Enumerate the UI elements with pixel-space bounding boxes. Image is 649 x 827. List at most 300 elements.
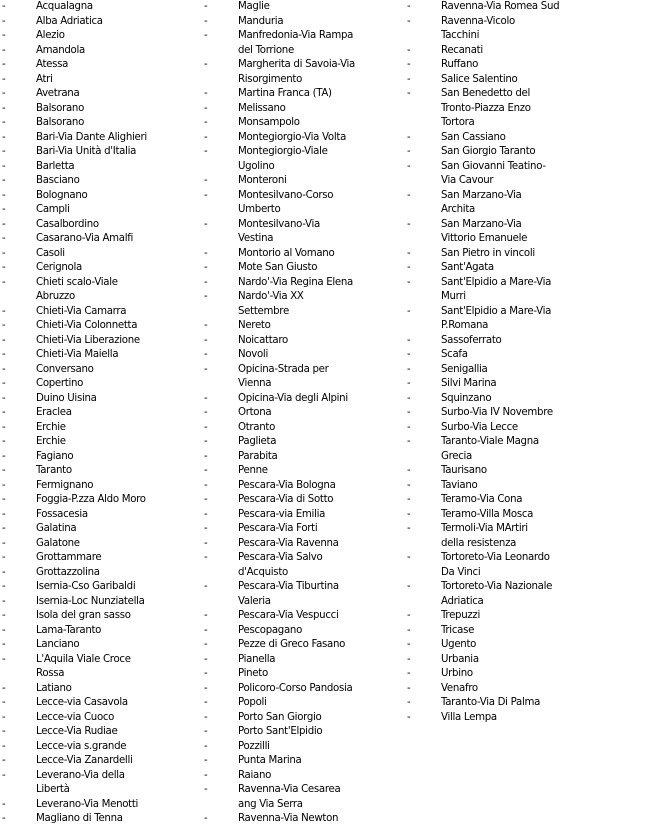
- list-item-text: Lama-Taranto: [36, 624, 102, 636]
- list-bullet: -: [2, 392, 6, 404]
- list-item: [204, 102, 399, 117]
- list-item-text: Ruffano: [441, 59, 479, 70]
- list-bullet: -: [2, 30, 6, 41]
- list-item-text: Isernia-Loc Nunziatella: [36, 595, 145, 607]
- list-bullet: -: [407, 494, 411, 505]
- list-item: [204, 508, 399, 523]
- list-item-text: Bolognano: [36, 189, 88, 201]
- list-bullet: -: [407, 73, 411, 85]
- list-item-text: del Torrione: [238, 44, 294, 56]
- list-item-text: Manduria: [238, 15, 284, 27]
- list-item-text: Settembre: [238, 305, 289, 317]
- list-bullet: -: [2, 523, 6, 534]
- list-bullet: -: [204, 682, 208, 694]
- list-item-text: Monsampolo: [238, 117, 300, 128]
- list-bullet: -: [2, 450, 6, 462]
- list-item-text: Squinzano: [441, 392, 492, 404]
- list-item-text: Chieti-Via Maiella: [36, 349, 119, 360]
- list-item-text: Via Cavour: [441, 175, 494, 186]
- list-item: [407, 305, 647, 334]
- list-item-text: Opicina-Via degli Alpini: [238, 392, 348, 404]
- list-item-text: Pescara-Via Tiburtina: [238, 581, 339, 592]
- list-bullet: -: [2, 378, 6, 389]
- list-item: [2, 421, 197, 436]
- list-bullet: -: [2, 320, 6, 331]
- list-item: [2, 479, 197, 494]
- list-bullet: -: [204, 537, 208, 549]
- list-item-text: ang Via Serra: [238, 798, 303, 810]
- list-bullet: -: [2, 1, 6, 12]
- list-bullet: -: [204, 407, 208, 418]
- list-bullet: -: [2, 755, 6, 766]
- list-item: [407, 508, 647, 523]
- list-bullet: -: [204, 262, 208, 273]
- list-item-text: Manfredonia-Via Rampa: [238, 30, 354, 41]
- list-bullet: -: [204, 450, 208, 462]
- list-item-text: Ugento: [441, 639, 477, 650]
- list-bullet: -: [204, 88, 208, 99]
- list-item: [204, 696, 399, 711]
- list-item: [407, 189, 647, 218]
- list-bullet: -: [2, 73, 6, 85]
- list-item: [2, 261, 197, 276]
- list-bullet: -: [2, 102, 6, 114]
- list-item-text: Abruzzo: [36, 291, 75, 302]
- list-bullet: -: [204, 349, 208, 360]
- list-item-text: Villa Lempa: [441, 711, 497, 723]
- list-item-text: Conversano: [36, 363, 94, 375]
- list-bullet: -: [204, 610, 208, 621]
- list-bullet: -: [2, 682, 6, 694]
- list-item-text: Isernia-Cso Garibaldi: [36, 581, 136, 592]
- list-item-text: Sant'Agata: [441, 262, 494, 273]
- list-item-text: Adriatica: [441, 595, 484, 607]
- list-item: [407, 638, 647, 653]
- list-item: [2, 131, 197, 146]
- list-bullet: -: [407, 581, 411, 592]
- list-item: [2, 73, 197, 88]
- list-item-text: Grecia: [441, 450, 473, 462]
- list-bullet: -: [204, 334, 208, 346]
- list-item-text: Taviano: [441, 479, 478, 491]
- list-bullet: -: [407, 276, 411, 288]
- list-bullet: -: [204, 697, 208, 708]
- list-item-text: Ugolino: [238, 160, 275, 172]
- list-item-text: Pescara-Via Forti: [238, 523, 318, 534]
- list-item: [2, 522, 197, 537]
- list-item-text: San Giovanni Teatino-: [441, 160, 546, 172]
- list-bullet: -: [204, 624, 208, 636]
- list-item: [2, 769, 197, 798]
- list-item: [204, 145, 399, 174]
- list-item-text: Montegiorgio-Via Volta: [238, 131, 347, 143]
- list-bullet: -: [407, 697, 411, 708]
- list-item: [407, 0, 647, 15]
- list-item: [2, 29, 197, 44]
- list-item-text: Porto San Giorgio: [238, 711, 322, 723]
- list-item-text: Tortoreto-Via Leonardo: [441, 552, 550, 563]
- list-bullet: -: [204, 769, 208, 781]
- list-item: [204, 406, 399, 421]
- list-bullet: -: [407, 334, 411, 346]
- list-bullet: -: [2, 204, 6, 215]
- list-item-text: Campli: [36, 204, 70, 215]
- list-item-text: Alba Adriatica: [36, 15, 103, 27]
- list-bullet: -: [204, 175, 208, 186]
- list-item: [204, 464, 399, 479]
- list-item: [204, 290, 399, 319]
- list-item-text: Trepuzzi: [441, 610, 481, 621]
- list-item: [407, 580, 647, 609]
- list-bullet: -: [2, 88, 6, 99]
- list-bullet: -: [407, 146, 411, 157]
- list-item-text: Taranto: [36, 465, 72, 476]
- list-item: [407, 334, 647, 349]
- list-item: [204, 29, 399, 58]
- list-item-text: Archita: [441, 204, 475, 215]
- list-bullet: -: [2, 189, 6, 201]
- list-bullet: -: [407, 653, 411, 665]
- list-bullet: -: [407, 392, 411, 404]
- list-bullet: -: [2, 262, 6, 273]
- list-bullet: -: [204, 117, 208, 128]
- list-item: [2, 44, 197, 59]
- list-item-text: Scafa: [441, 349, 468, 360]
- list-bullet: -: [2, 15, 6, 27]
- list-item-text: Lecce-via s.grande: [36, 740, 127, 752]
- list-item: [2, 493, 197, 508]
- list-item-text: Lanciano: [36, 639, 80, 650]
- list-item-text: Bari-Via Dante Alighieri: [36, 131, 147, 143]
- list-item: [204, 189, 399, 218]
- list-item-text: Ravenna-Via Cesarea: [238, 784, 341, 795]
- list-item: [2, 595, 197, 610]
- list-item-text: Ortona: [238, 407, 272, 418]
- list-bullet: -: [407, 465, 411, 476]
- list-item: [407, 493, 647, 508]
- list-item: [204, 522, 399, 537]
- list-item: [2, 711, 197, 726]
- list-item-text: Punta Marina: [238, 755, 302, 766]
- list-item: [407, 247, 647, 262]
- list-item: [2, 116, 197, 131]
- list-item: [204, 580, 399, 609]
- list-item: [204, 769, 399, 784]
- list-item: [407, 261, 647, 276]
- list-item: [204, 15, 399, 30]
- list-item-text: Nardo'-Via XX: [238, 291, 304, 302]
- list-item-text: Fermignano: [36, 479, 94, 491]
- list-item-text: Nardo'-Via Regina Elena: [238, 276, 353, 288]
- list-item: [204, 218, 399, 247]
- list-bullet: -: [2, 813, 6, 824]
- list-item: [2, 609, 197, 624]
- list-bullet: -: [407, 711, 411, 723]
- list-bullet: -: [407, 682, 411, 694]
- list-item-text: Galatone: [36, 537, 80, 549]
- list-item: [407, 363, 647, 378]
- list-item: [204, 551, 399, 580]
- list-bullet: -: [2, 160, 6, 172]
- list-item-text: Otranto: [238, 421, 276, 433]
- list-item: [204, 334, 399, 349]
- list-item-text: Lecce-Via Zanardelli: [36, 755, 133, 766]
- list-item-text: Leverano-Via Menotti: [36, 798, 139, 810]
- list-item-text: Lecce-Via Rudiae: [36, 726, 118, 737]
- list-item-text: Nereto: [238, 320, 271, 331]
- column-1: [2, 0, 197, 827]
- list-item-text: Pescara-Via Salvo: [238, 552, 323, 563]
- list-item-text: Pezze di Greco Fasano: [238, 639, 346, 650]
- list-item: [2, 754, 197, 769]
- list-item-text: Amandola: [36, 44, 85, 56]
- list-item-text: d'Acquisto: [238, 566, 288, 578]
- list-item-text: Surbo-Via IV Novembre: [441, 407, 553, 418]
- list-bullet: -: [407, 610, 411, 621]
- list-bullet: -: [2, 175, 6, 186]
- list-bullet: -: [204, 320, 208, 331]
- list-bullet: -: [204, 131, 208, 143]
- list-item: [204, 87, 399, 102]
- list-item-text: Basciano: [36, 175, 80, 186]
- list-item: [2, 319, 197, 334]
- list-item-text: Pineto: [238, 668, 268, 679]
- list-bullet: -: [2, 421, 6, 433]
- list-bullet: -: [407, 668, 411, 679]
- list-bullet: -: [407, 189, 411, 201]
- list-item-text: Lecce-via Cuoco: [36, 711, 115, 723]
- list-item: [407, 435, 647, 464]
- list-item-text: Monteroni: [238, 175, 287, 186]
- list-bullet: -: [2, 653, 6, 665]
- list-bullet: -: [204, 479, 208, 491]
- list-item-text: Senigallia: [441, 363, 488, 375]
- list-bullet: -: [407, 436, 411, 447]
- list-item-text: Pescara-Via di Sotto: [238, 494, 334, 505]
- list-item-text: Foggia-P.zza Aldo Moro: [36, 494, 146, 505]
- list-item-text: della resistenza: [441, 537, 517, 549]
- list-bullet: -: [2, 131, 6, 143]
- list-item: [204, 493, 399, 508]
- list-bullet: -: [2, 726, 6, 737]
- list-item-text: Pescara-Via Bologna: [238, 479, 336, 491]
- list-bullet: -: [407, 624, 411, 636]
- list-item: [2, 0, 197, 15]
- list-item: [2, 406, 197, 421]
- list-item: [204, 667, 399, 682]
- list-item-text: Grottammare: [36, 552, 102, 563]
- list-item: [204, 174, 399, 189]
- list-bullet: -: [407, 639, 411, 650]
- list-item: [204, 609, 399, 624]
- list-bullet: -: [2, 769, 6, 781]
- list-item-text: P.Romana: [441, 320, 489, 331]
- list-item-text: Fagiano: [36, 450, 74, 462]
- list-bullet: -: [407, 508, 411, 520]
- list-item-text: Pianella: [238, 653, 276, 665]
- list-item: [204, 116, 399, 131]
- list-bullet: -: [2, 494, 6, 505]
- list-item: [2, 203, 197, 218]
- list-item-text: Montesilvano-Corso: [238, 189, 334, 201]
- list-item-text: Pescara-Via Vespucci: [238, 610, 339, 621]
- list-item-text: Atri: [36, 73, 53, 85]
- list-item-text: Montorio al Vomano: [238, 247, 335, 259]
- list-bullet: -: [204, 146, 208, 157]
- list-bullet: -: [2, 436, 6, 447]
- list-bullet: -: [204, 189, 208, 201]
- list-bullet: -: [2, 566, 6, 578]
- list-item-text: Balsorano: [36, 102, 85, 114]
- list-item: [407, 667, 647, 682]
- list-item-text: Teramo-Villa Mosca: [441, 508, 534, 520]
- list-item-text: Ravenna-Via Newton: [238, 813, 339, 824]
- list-bullet: -: [2, 59, 6, 70]
- list-bullet: -: [407, 218, 411, 230]
- list-item: [204, 0, 399, 15]
- list-bullet: -: [2, 44, 6, 56]
- list-item-text: Tortoreto-Via Nazionale: [441, 581, 553, 592]
- list-item: [204, 450, 399, 465]
- list-bullet: -: [407, 421, 411, 433]
- list-item: [2, 145, 197, 160]
- list-item: [407, 44, 647, 59]
- list-item: [2, 87, 197, 102]
- list-item-text: Risorgimento: [238, 73, 303, 85]
- list-bullet: -: [204, 755, 208, 766]
- list-item-text: Popoli: [238, 697, 267, 708]
- list-item: [2, 247, 197, 262]
- list-bullet: -: [2, 479, 6, 491]
- list-bullet: -: [2, 508, 6, 520]
- list-item: [407, 406, 647, 421]
- list-item: [2, 435, 197, 450]
- list-item-text: Erchie: [36, 421, 66, 433]
- list-item: [2, 812, 197, 827]
- list-item: [204, 247, 399, 262]
- list-item: [204, 754, 399, 769]
- list-item-text: Taranto-Via Di Palma: [441, 697, 541, 708]
- list-item: [2, 348, 197, 363]
- list-bullet: -: [204, 813, 208, 824]
- list-bullet: -: [2, 697, 6, 708]
- list-bullet: -: [204, 639, 208, 650]
- list-item-text: Chieti scalo-Viale: [36, 276, 118, 288]
- list-item: [2, 551, 197, 566]
- list-item-text: L'Aquila Viale Croce: [36, 653, 131, 665]
- list-item-text: Atessa: [36, 59, 69, 70]
- list-bullet: -: [204, 784, 208, 795]
- list-item: [204, 624, 399, 639]
- list-item: [2, 464, 197, 479]
- list-item-text: Murri: [441, 291, 466, 302]
- list-item: [2, 160, 197, 175]
- list-item: [204, 435, 399, 450]
- list-bullet: -: [407, 378, 411, 389]
- list-bullet: -: [2, 233, 6, 244]
- list-item-text: Leverano-Via della: [36, 769, 125, 781]
- list-item-text: Taurisano: [441, 465, 487, 476]
- list-item: [204, 348, 399, 363]
- list-item-text: Parabita: [238, 450, 278, 462]
- list-bullet: -: [2, 334, 6, 346]
- list-bullet: -: [204, 581, 208, 592]
- list-item-text: San Pietro in vincoli: [441, 247, 535, 259]
- list-bullet: -: [204, 218, 208, 230]
- list-bullet: -: [204, 421, 208, 433]
- list-item: [2, 682, 197, 697]
- list-item: [407, 58, 647, 73]
- list-bullet: -: [204, 494, 208, 505]
- list-item-text: Acqualagna: [36, 1, 93, 12]
- list-item: [204, 711, 399, 726]
- list-item-text: Sant'Elpidio a Mare-Via: [441, 276, 552, 288]
- list-item-text: Montegiorgio-Viale: [238, 146, 328, 157]
- list-item: [204, 276, 399, 291]
- list-item: [204, 58, 399, 87]
- list-item-text: Casoli: [36, 247, 65, 259]
- list-bullet: -: [2, 798, 6, 810]
- list-bullet: -: [2, 740, 6, 752]
- list-item: [407, 682, 647, 697]
- list-item: [204, 319, 399, 334]
- list-item-text: Mote San Giusto: [238, 262, 318, 273]
- list-item: [2, 218, 197, 233]
- list-item: [204, 740, 399, 755]
- list-item-text: Grottazzolina: [36, 566, 100, 578]
- list-item: [2, 58, 197, 73]
- list-item: [2, 537, 197, 552]
- list-bullet: -: [2, 537, 6, 549]
- list-bullet: -: [2, 624, 6, 636]
- list-item: [2, 580, 197, 595]
- list-bullet: -: [407, 131, 411, 143]
- list-bullet: -: [407, 363, 411, 375]
- list-item: [407, 15, 647, 44]
- list-bullet: -: [407, 407, 411, 418]
- list-bullet: -: [2, 639, 6, 650]
- list-bullet: -: [407, 349, 411, 360]
- list-item: [407, 145, 647, 160]
- list-item-text: Latiano: [36, 682, 72, 694]
- list-bullet: -: [204, 523, 208, 534]
- list-item: [204, 812, 399, 827]
- list-item-text: Umberto: [238, 204, 281, 215]
- list-item-text: Pescara-via Emilia: [238, 508, 326, 520]
- list-item-text: Venafro: [441, 682, 478, 694]
- list-bullet: -: [2, 363, 6, 375]
- list-item: [204, 261, 399, 276]
- list-item: [407, 464, 647, 479]
- list-bullet: -: [2, 711, 6, 723]
- list-bullet: -: [204, 59, 208, 70]
- list-item: [2, 450, 197, 465]
- list-item-text: Novoli: [238, 349, 268, 360]
- list-bullet: -: [204, 15, 208, 27]
- list-item: [407, 131, 647, 146]
- list-bullet: -: [407, 160, 411, 172]
- list-item: [2, 740, 197, 755]
- list-item-text: San Marzano-Via: [441, 189, 522, 201]
- list-item-text: Urbino: [441, 668, 473, 679]
- list-item-text: Vittorio Emanuele: [441, 233, 528, 244]
- list-bullet: -: [204, 508, 208, 520]
- list-bullet: -: [204, 552, 208, 563]
- list-item-text: Tricase: [441, 624, 475, 636]
- list-bullet: -: [407, 523, 411, 534]
- list-item-text: Eraclea: [36, 407, 72, 418]
- list-bullet: -: [2, 465, 6, 476]
